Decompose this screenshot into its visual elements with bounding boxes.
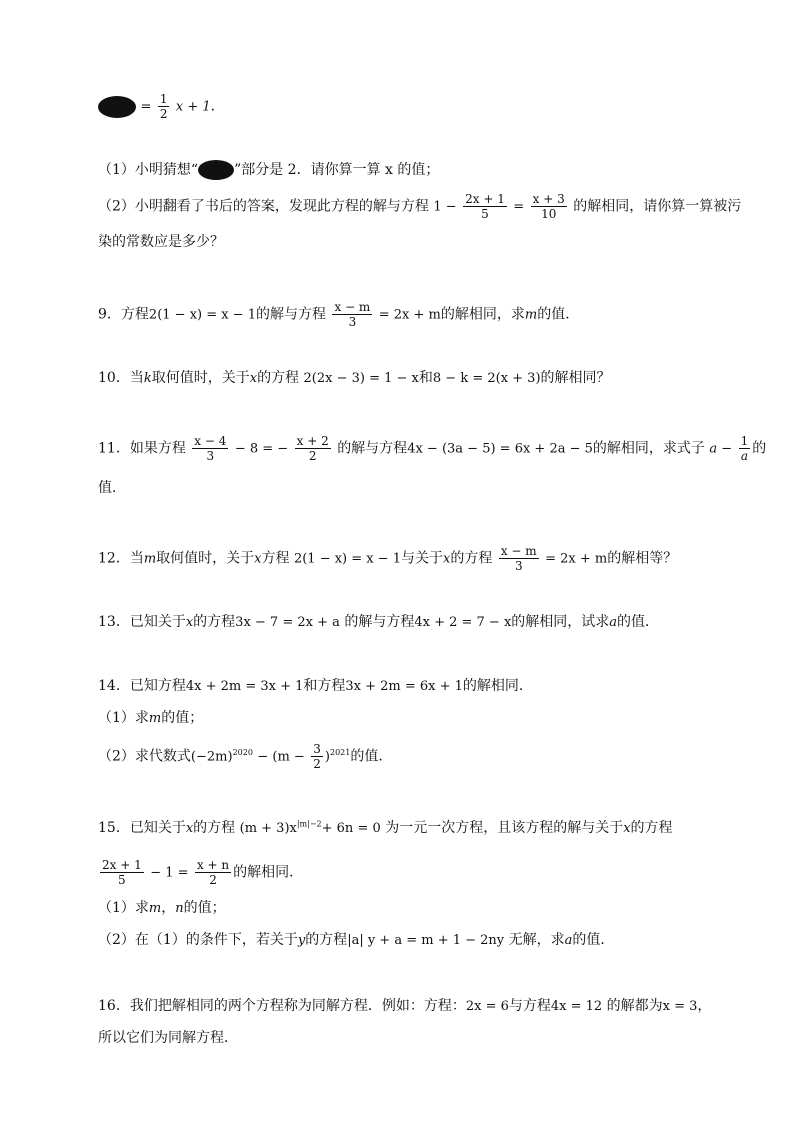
problem-11-cont: 值． [98,480,126,496]
problem-14-q2: （2）求代数式$(-2m)^{2020} - (m$ − $\frac{3}{2}$ )$^{2021}$的值． [98,742,393,771]
top-equation: = $\frac{1}{2}$ x + 1. [98,92,215,121]
problem-14-q1: （1）求m的值； [98,710,204,726]
problem-15: 15．已知关于x的方程 $(m + 3)x^{|m|-2}+ 6n = 0$ 为一元一次方程，且该方程的解与关于x的方程 [98,819,673,836]
problem-11: 11．如果方程 $\frac{x - 4}{3}$ − 8 = − $\frac{x + 2}{2}$ 的解与方程4x − (3a − 5) = 6x + 2a − 5的解相同，求式子 a − $\frac{1}{a}$ 的 [98,434,767,463]
problem-12: 12．当m取何值时，关于x方程 2(1 − x) = x − 1与关于x的方程 $\frac{x - m}{3}$ = 2x + m的解相等？ [98,544,678,573]
p8-q1: （1）小明猜想“ ”部分是 2．请你算一算 x 的值； [98,162,440,178]
ink-blot-inline [198,160,234,180]
p8-q2-cont: 染的常数应是多少？ [98,234,224,250]
problem-15-q2: （2）在（1）的条件下，若关于y的方程|a| y + a = m + 1 − 2ny 无解，求a的值． [98,932,615,948]
fraction: $\frac{1}{2}$ [159,92,168,121]
problem-15-line2: $\frac{2x + 1}{5}$ − 1 = $\frac{x + n}{2}$ 的解相同． [102,858,304,887]
problem-16-cont: 所以它们为同解方程． [98,1030,238,1046]
problem-13: 13．已知关于x的方程3x − 7 = 2x + a 的解与方程4x + 2 = 7 − x的解相同，试求a的值． [98,614,660,630]
ink-blot [98,96,136,118]
p8-q2: （2）小明翻看了书后的答案，发现此方程的解与方程 1 − $\frac{2x + 1}{5}$ = $\frac{x + 3}{10}$ 的解相同，请你算一算被污 [98,192,742,221]
problem-9: 9．方程2(1 − x) = x − 1的解与方程 $\frac{x - m}{3}$ = 2x + m的解相同，求m的值． [98,300,580,329]
problem-16: 16．我们把解相同的两个方程称为同解方程．例如：方程：2x = 6与方程4x = 12 的解都为x = 3， [98,998,712,1014]
problem-14: 14．已知方程4x + 2m = 3x + 1和方程3x + 2m = 6x + 1的解相同． [98,678,533,694]
problem-10: 10．当k取何值时，关于x的方程 2(2x − 3) = 1 − x和8 − k = 2(x + 3)的解相同？ [98,370,611,386]
problem-15-q1: （1）求m，n的值； [98,900,226,916]
